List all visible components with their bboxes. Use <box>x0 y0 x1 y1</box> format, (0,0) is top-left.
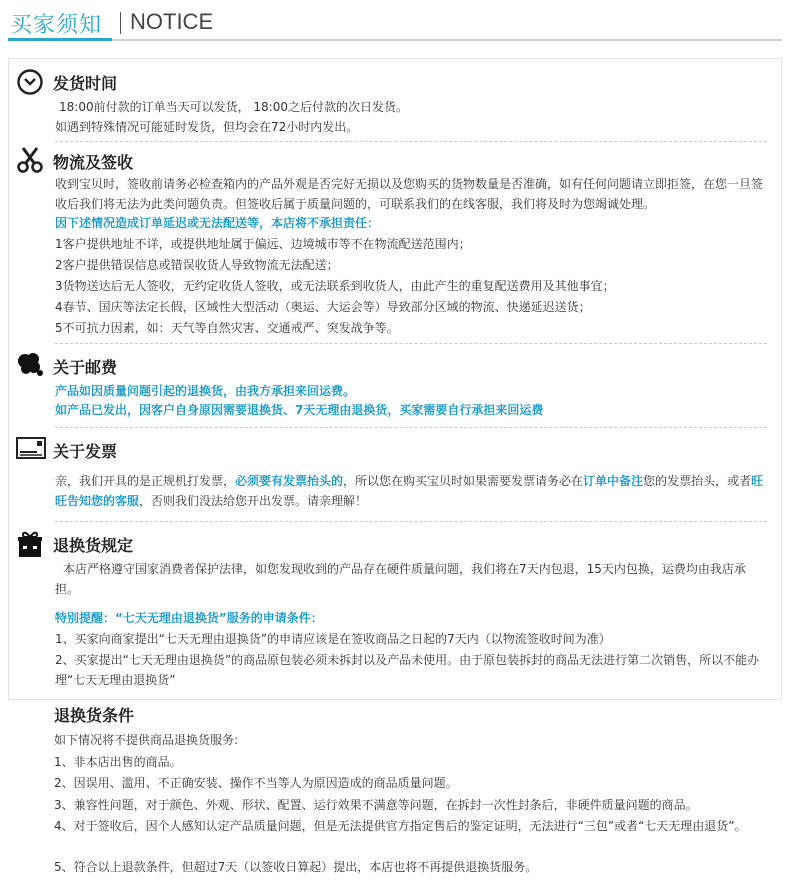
logistics-item-4: 4春节、国庆等法定长假，区域性大型活动（奥运、大运会等）导致部分区域的物流、快递延迟送货； <box>55 300 591 314</box>
logistics-highlight: 因下述情况造成订单延迟或无法配送等，本店将不承担责任： <box>55 216 380 230</box>
postage-line-2: 如产品已发出，因客户自身原因需要退换货、7天无理由退换货，买家需要自行承担来回运费 <box>55 403 544 417</box>
postage-title: 关于邮费 <box>53 358 118 377</box>
conditions-item-3: 3、兼容性问题，对于颜色、外观、形状、配置、运行效果不满意等问题，在拆封一次性封条后，非硬件质量问题的商品。 <box>54 798 698 812</box>
logistics-intro: 收到宝贝时，签收前请务必检查箱内的产品外观是否完好无损以及您购买的货物数量是否准确，如有任何问题请立即拒签，在您一旦签收后我们将无法为此类问题负责。但签收后属于质量问题的，可联系我们的在线客服，我们将及时为您竭诚处理。 <box>55 177 764 211</box>
conditions-item-5: 5、符合以上退款条件，但超过7天（以签收日算起）提出，本店也将不再提供退换货服务。 <box>54 860 538 874</box>
logistics-title: 物流及签收 <box>53 153 134 172</box>
conditions-item-1: 1、非本店出售的商品。 <box>54 755 182 769</box>
section-divider <box>55 427 767 428</box>
section-divider <box>55 141 767 142</box>
postage-line-1: 产品如因质量问题引起的退换货，由我方承担来回运费。 <box>55 384 356 398</box>
header-title-cn: 买家须知 <box>10 13 103 38</box>
envelope-icon <box>15 433 47 463</box>
section-divider <box>55 343 767 344</box>
shipping-line-2: 如遇到特殊情况可能延时发货，但均会在72小时内发出。 <box>55 120 359 134</box>
conditions-highlight: 如下情况将不提供商品退换货服务: <box>54 733 239 747</box>
gift-icon <box>15 529 45 559</box>
conditions-title: 退换货条件 <box>54 706 135 725</box>
logistics-item-2: 2客户提供错误信息或错误收货人导致物流无法配送； <box>55 258 339 272</box>
conditions-item-2: 2、因误用、滥用、不正确安装、操作不当等人为原因造成的商品质量问题。 <box>54 776 458 790</box>
notice-header <box>8 6 782 40</box>
invoice-text: 亲，我们开具的是正规机打发票，必须要有发票抬头的，所以您在购买宝贝时如果需要发票请务必在订单中备注您的发票抬头，或者旺旺告知您的客服，否则我们没法给您开出发票。请亲理解！ <box>55 474 764 508</box>
logistics-item-5: 5不可抗力因素，如：天气等自然灾害、交通戒严、突发战争等。 <box>55 321 399 335</box>
returns-title: 退换货规定 <box>53 536 134 555</box>
header-divider <box>112 39 782 41</box>
header-accent-bar <box>8 38 112 41</box>
section-divider <box>55 521 767 522</box>
conditions-item-4: 4、对于签收后，因个人感知认定产品质量问题，但是无法提供官方指定售后的鉴定证明，无法进行“三包”或者“七天无理由退货”。 <box>54 819 747 833</box>
shipping-title: 发货时间 <box>53 74 118 93</box>
shipping-line-1: 18:00前付款的订单当天可以发货， 18:00之后付款的次日发货。 <box>59 100 408 114</box>
logistics-item-3: 3货物送达后无人签收，无约定收货人签收，或无法联系到收货人，由此产生的重复配送费用及其他事宜； <box>55 279 615 293</box>
scissors-icon <box>15 145 45 175</box>
header-separator <box>120 12 121 34</box>
returns-highlight: 特别提醒：“七天无理由退换货”服务的申请条件： <box>55 611 323 625</box>
returns-item-1: 1、买家向商家提出“七天无理由退换货”的申请应该是在签收商品之日起的7天内（以物流签收时间为准） <box>55 632 611 646</box>
notice-panel <box>8 58 782 700</box>
logistics-item-1: 1客户提供地址不详，或提供地址属于偏远、边境城市等不在物流配送范围内； <box>55 237 471 251</box>
cloud-icon <box>15 349 45 379</box>
conditions-section <box>54 703 134 726</box>
header-title-en: NOTICE <box>130 9 214 34</box>
clock-icon <box>15 67 45 97</box>
returns-item-2: 2、买家提出“七天无理由退换货”的商品原包装必须未拆封以及产品未使用。由于原包装拆封的商品无法进行第二次销售，所以不能办理“七天无理由退换货” <box>55 653 760 687</box>
returns-intro: 本店严格遵守国家消费者保护法律，如您发现收到的产品存在硬件质量问题，我们将在7天内包退，15天内包换，运费均由我店承担。 <box>55 562 746 596</box>
invoice-title: 关于发票 <box>53 442 118 461</box>
